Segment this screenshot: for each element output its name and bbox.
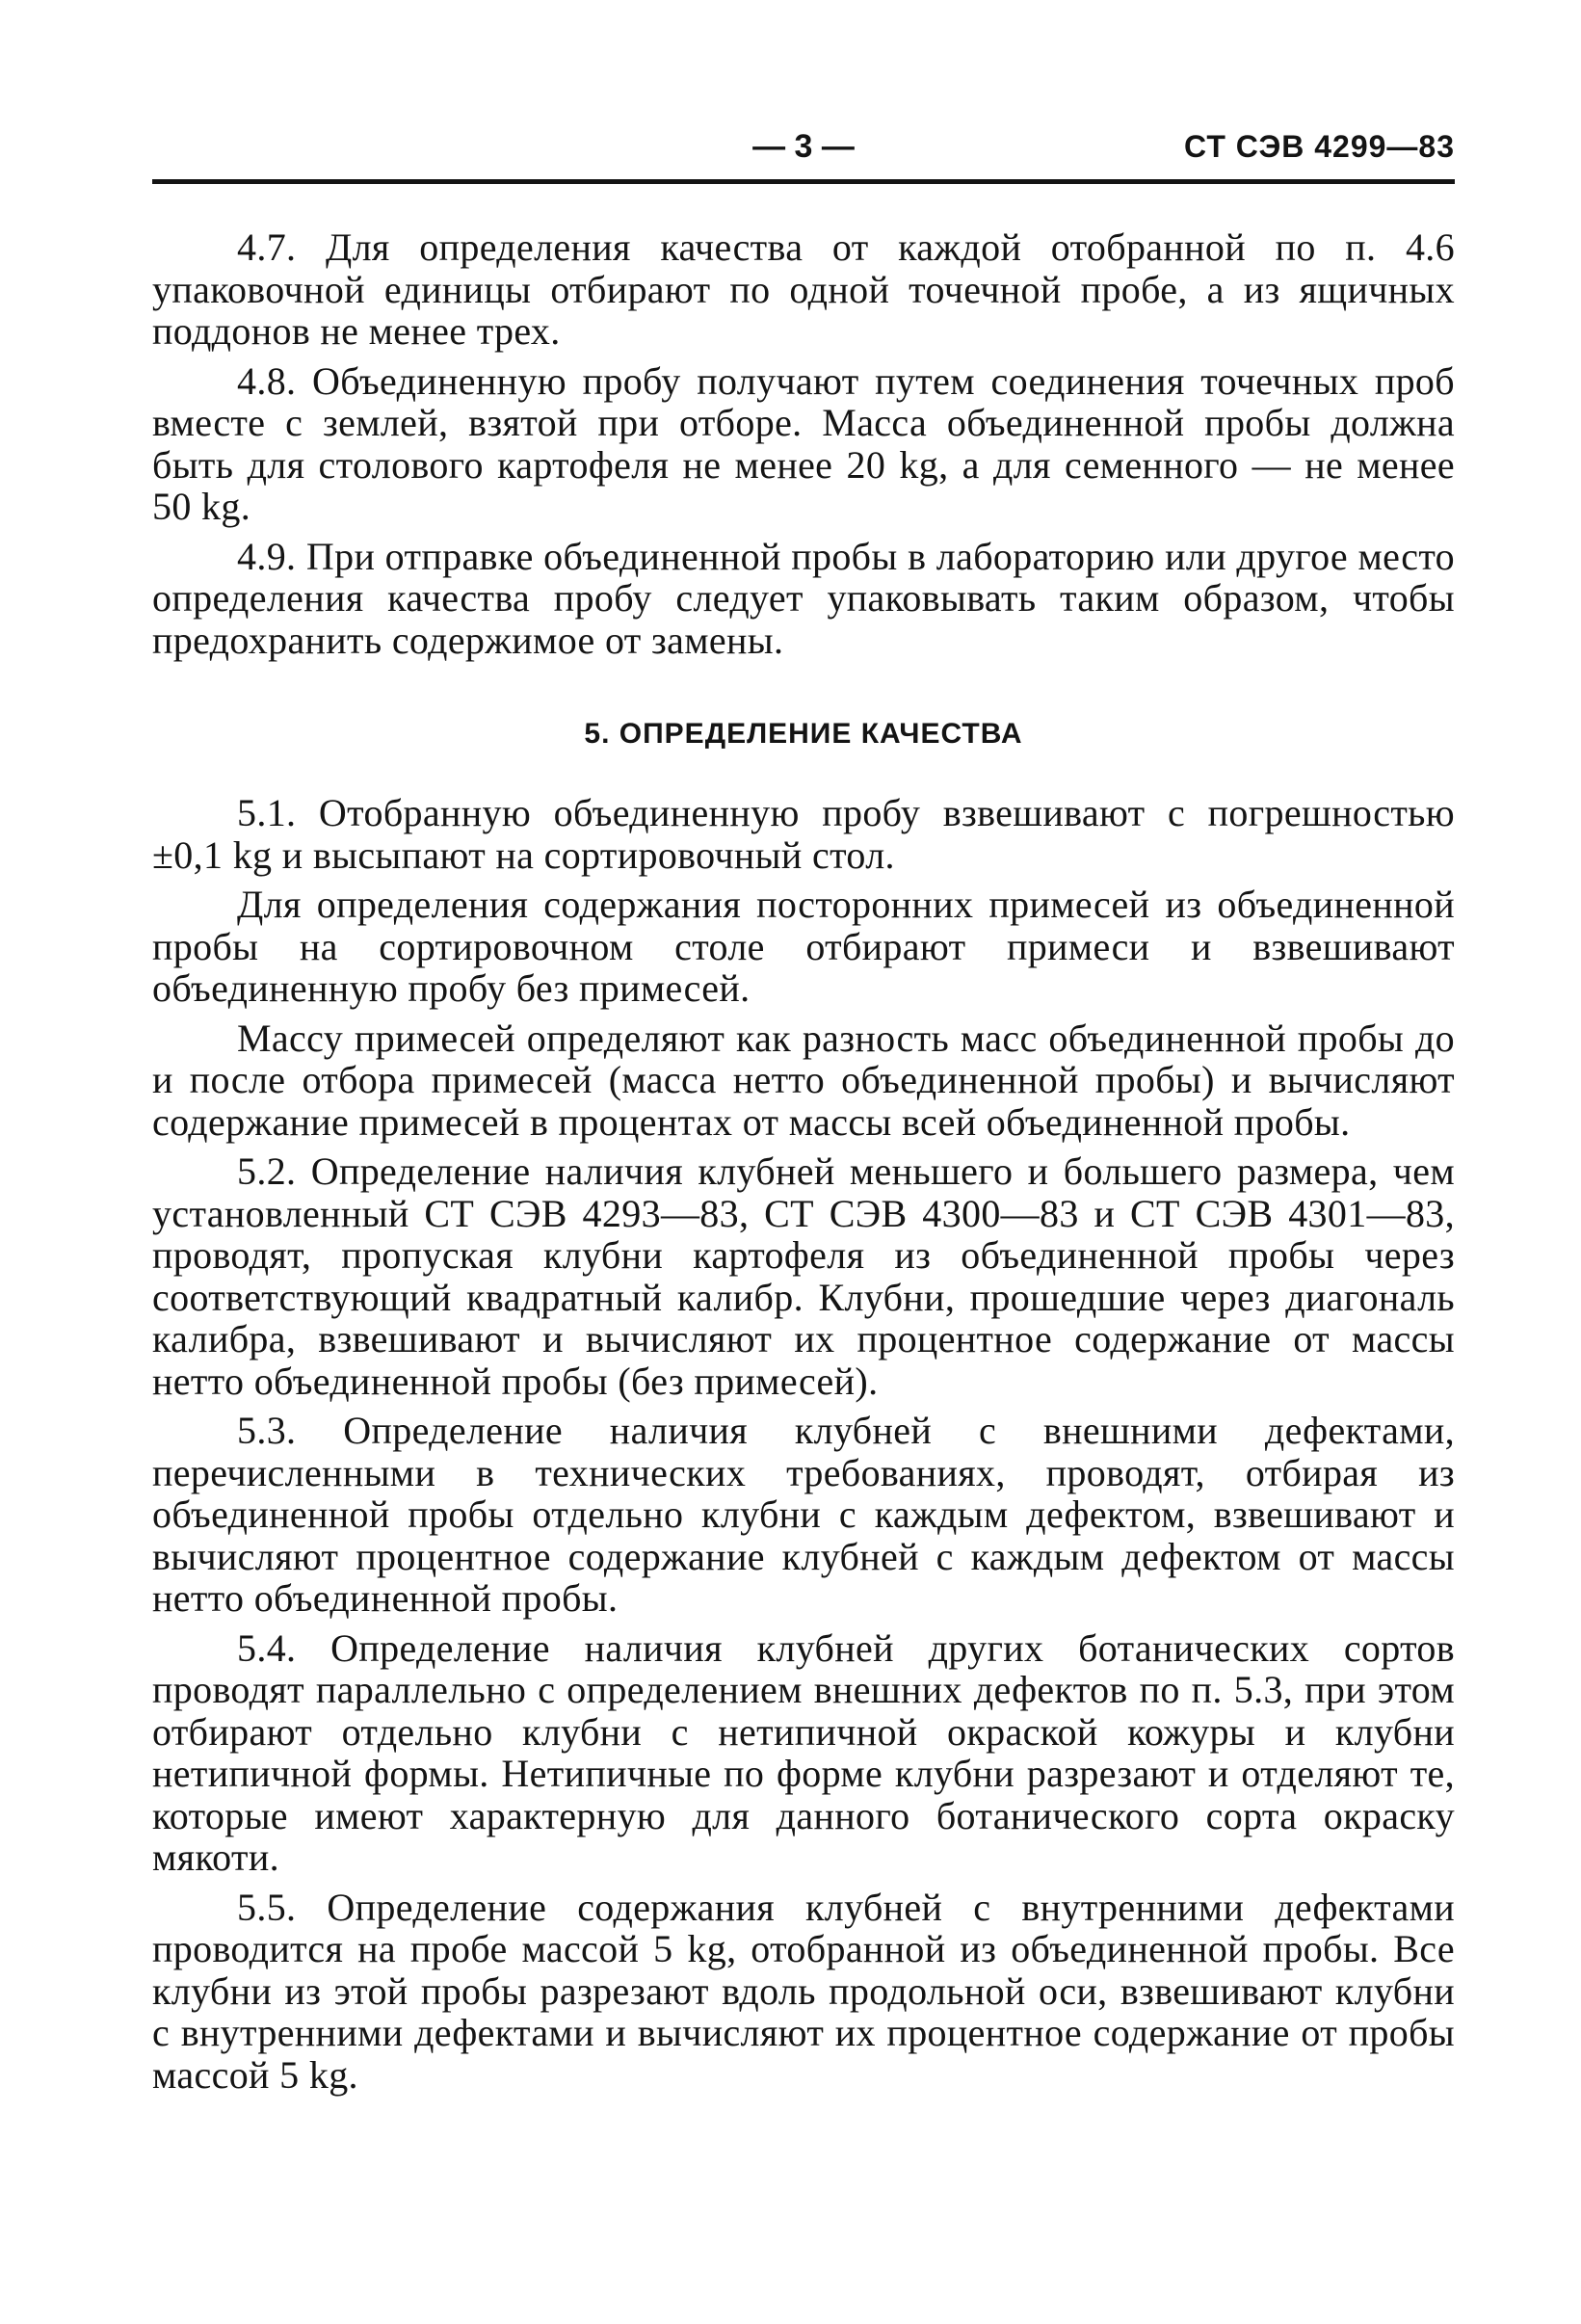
section-title: 5. ОПРЕДЕЛЕНИЕ КАЧЕСТВА <box>584 718 1023 750</box>
paragraph-5-1-impurities: Для определения содержания посторонних примесей из объединенной пробы на сортировочном столе отбирают примеси и взвешивают объединенную пробу без примесей. <box>152 883 1455 1010</box>
paragraph-5-2: 5.2. Определение наличия клубней меньшего и большего размера, чем установленный СТ СЭВ 4293—83, СТ СЭВ 4300—83 и СТ СЭВ 4301—83, проводят, пропуская клубни картофеля из объединенной пробы через соответствующий квадратный калибр. Клубни, прошедшие через диагональ калибра, взвешивают и вычисляют их процентное содержание от массы нетто объединенной пробы (без примесей). <box>152 1149 1455 1403</box>
page-number: — 3 — <box>752 128 855 165</box>
paragraph-5-1-mass: Массу примесей определяют как разность масс объединенной пробы до и после отбора примесей (масса нетто объединенной пробы) и вычисляют содержание примесей в процентах от массы всей объединенной пробы. <box>152 1016 1455 1144</box>
standard-code: СТ СЭВ 4299—83 <box>1184 129 1455 164</box>
header-rule <box>152 179 1455 184</box>
paragraph-4-9: 4.9. При отправке объединенной пробы в лабораторию или другое место определения качества пробу следует упаковывать таким образом, чтобы предохранить содержимое от замены. <box>152 534 1455 662</box>
paragraph-5-4: 5.4. Определение наличия клубней других ботанических сортов проводят параллельно с определением внешних дефектов по п. 5.3, при этом отбирают отдельно клубни с нетипичной окраской кожуры и клубни нетипичной формы. Нетипичные по форме клубни разрезают и отделяют те, которые имеют характерную для данного ботанического сорта окраску мякоти. <box>152 1625 1455 1879</box>
paragraph-4-7: 4.7. Для определения качества от каждой отобранной по п. 4.6 упаковочной единицы отбирают по одной точечной пробе, а из ящичных поддонов не менее трех. <box>152 225 1455 353</box>
paragraph-5-3: 5.3. Определение наличия клубней с внешними дефектами, перечисленными в технических требованиях, проводят, отбирая из объединенной пробы отдельно клубни с каждым дефектом, взвешивают и вычисляют процентное содержание клубней с каждым дефектом от массы нетто объединенной пробы. <box>152 1409 1455 1620</box>
paragraph-5-1: 5.1. Отобранную объединенную пробу взвешивают с погрешностью ±0,1 kg и высыпают на сортировочный стол. <box>152 791 1455 877</box>
document-body <box>152 226 1455 2096</box>
paragraph-4-8: 4.8. Объединенную пробу получают путем соединения точечных проб вместе с землей, взятой при отборе. Масса объединенной пробы должна быть для столового картофеля не менее 20 kg, а для семенного — не менее 50 kg. <box>152 358 1455 528</box>
page-header <box>152 123 1455 170</box>
paragraph-5-5: 5.5. Определение содержания клубней с внутренними дефектами проводится на пробе массой 5 kg, отобранной из объединенной пробы. Все клубни из этой пробы разрезают вдоль продольной оси, взвешивают клубни с внутренними дефектами и вычисляют их процентное содержание от пробы массой 5 kg. <box>152 1885 1455 2097</box>
document-page <box>152 123 1455 2103</box>
